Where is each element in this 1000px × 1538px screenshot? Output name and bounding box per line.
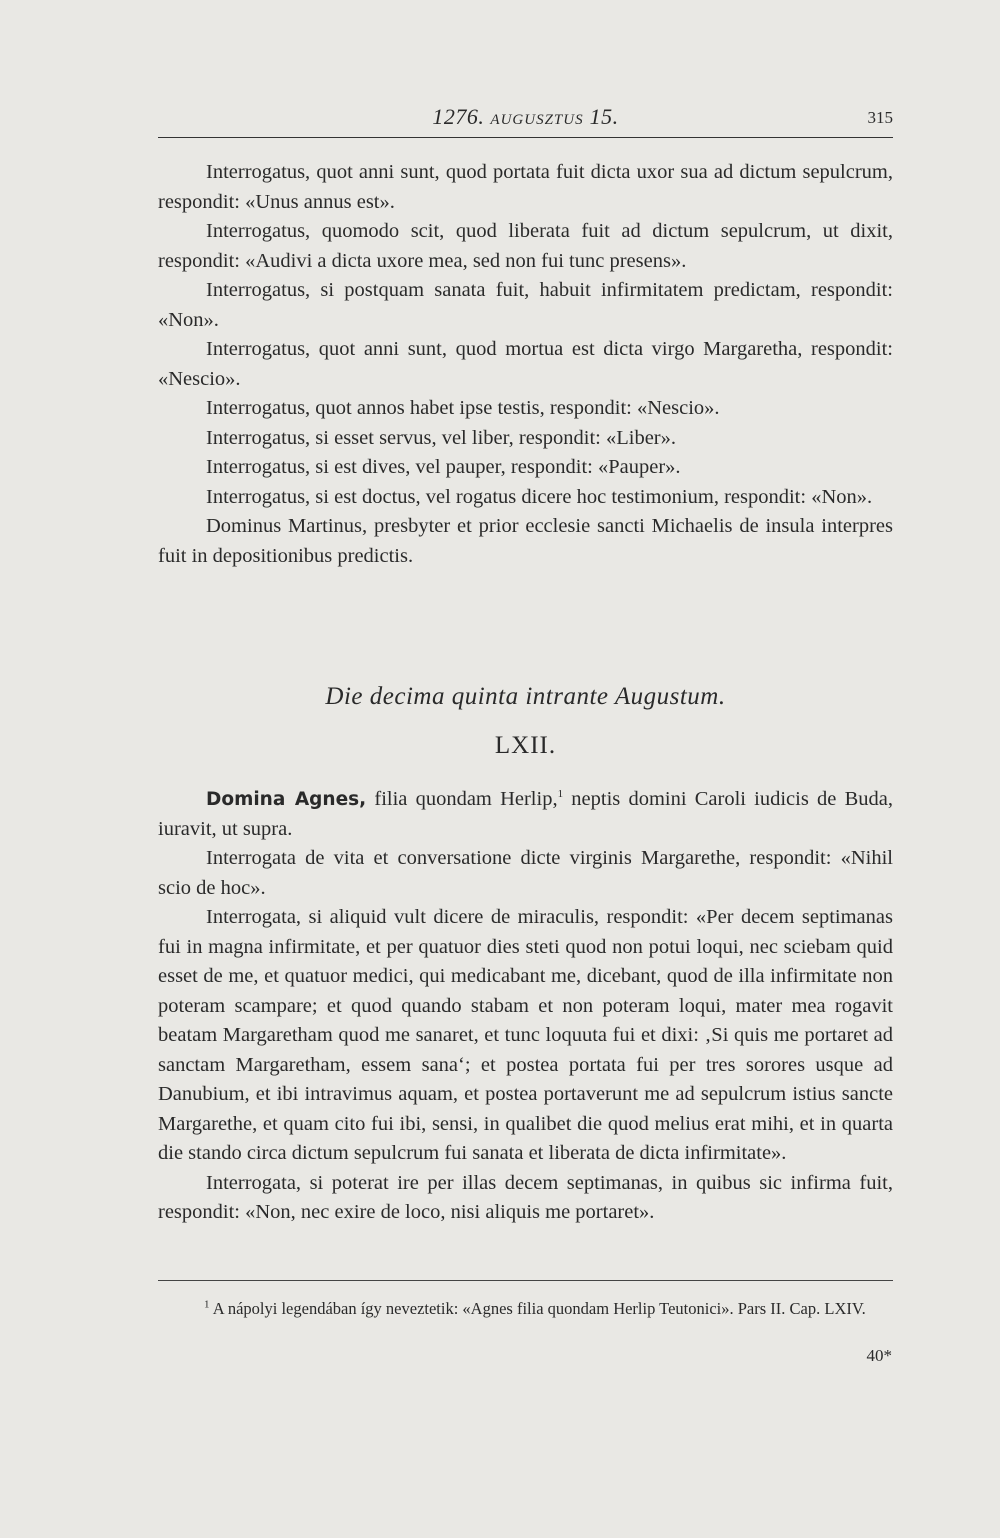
signature-mark: 40* [866, 1346, 892, 1365]
paragraph: Interrogatus, si est doctus, vel rogatus dicere hoc testimonium, respondit: «Non». [206, 485, 873, 508]
paragraph: Interrogatus, quot anni sunt, quod portata fuit dicta uxor sua ad dictum sepulcrum, respondit: «Unus annus est». [158, 161, 893, 213]
intro-rest: neptis domini Caroli iudicis de Buda, iuravit, ut supra. [158, 788, 893, 840]
footnote-reference: 1 [557, 788, 564, 801]
paragraph: Interrogata, si aliquid vult dicere de miraculis, respondit: «Per decem septimanas fui in magna infirmitate, et per quatuor dies steti quod non potui loqui, nec sciebam quid esset de me, et quatuor medici, qui medicabant me, dicebant, quod de illa infirmitate non poteram scampare; et quod quando stabam et non poteram loqui, mater mea rogavit beatam Margaretham quod me sanaret, et tunc loquuta fui et dixi: ‚Si quis me portaret ad sanctam Margaretham, essem sana‘; et postea portata fui per tres sorores usque ad Danubium, et ibi intravimus aquam, et postea portaverunt me ad sepulcrum istius sancte Margarethe, et quam cito fui ibi, sensi, in qualibet die quod melius erat mihi, et in quarta die stando circa dictum sepulcrum fui sanata et liberata de dicta infirmitate». [158, 906, 893, 1164]
footnote-mark: 1 [204, 1298, 210, 1311]
body-text-bottom [158, 785, 893, 1228]
header-year: 1276. [432, 104, 485, 129]
page-number: 315 [867, 108, 893, 127]
intro-text: filia quondam Herlip, [366, 788, 558, 810]
paragraph: Interrogatus, si est dives, vel pauper, respondit: «Pauper». [206, 456, 681, 478]
paragraph: Interrogatus, quot annos habet ipse testis, respondit: «Nescio». [206, 397, 720, 419]
document-number: LXII. [494, 732, 557, 759]
paragraph: Interrogatus, si esset servus, vel liber, respondit: «Liber». [206, 426, 676, 449]
header-rule [158, 137, 893, 138]
witness-name: Domina Agnes, [206, 789, 367, 810]
section-title: Die decima quinta intrante Augustum. [325, 683, 726, 710]
paragraph: Interrogata de vita et conversatione dicte virginis Margarethe, respondit: «Nihil scio de hoc». [158, 847, 893, 899]
body-text-top [158, 158, 893, 571]
running-header [158, 104, 893, 138]
paragraph: Interrogatus, quot anni sunt, quod mortua est dicta virgo Margaretha, respondit: «Nescio». [158, 338, 893, 390]
header-month: AUGUSZTUS [490, 112, 584, 128]
footnote [158, 1297, 893, 1320]
footnote-rule [158, 1280, 893, 1281]
header-date [158, 104, 893, 130]
footnote-text: A nápolyi legendában így neveztetik: «Agnes filia quondam Herlip Teutonici». Pars II. Cap. LXIV. [209, 1299, 866, 1318]
paragraph: Interrogatus, quomodo scit, quod liberata fuit ad dictum sepulcrum, ut dixit, respondit: «Audivi a dicta uxore mea, sed non fui tunc presens». [158, 220, 893, 272]
paragraph: Interrogata, si poterat ire per illas decem septimanas, in quibus sic infirma fuit, respondit: «Non, nec exire de loco, nisi aliquis me portaret». [158, 1171, 893, 1223]
paragraph: Interrogatus, si postquam sanata fuit, habuit infirmitatem predictam, respondit: «Non». [158, 279, 893, 331]
header-day: 15. [589, 104, 619, 129]
deposition-intro [158, 785, 893, 844]
paragraph: Dominus Martinus, presbyter et prior ecclesie sancti Michaelis de insula interpres fuit in depositionibus predictis. [158, 515, 893, 567]
